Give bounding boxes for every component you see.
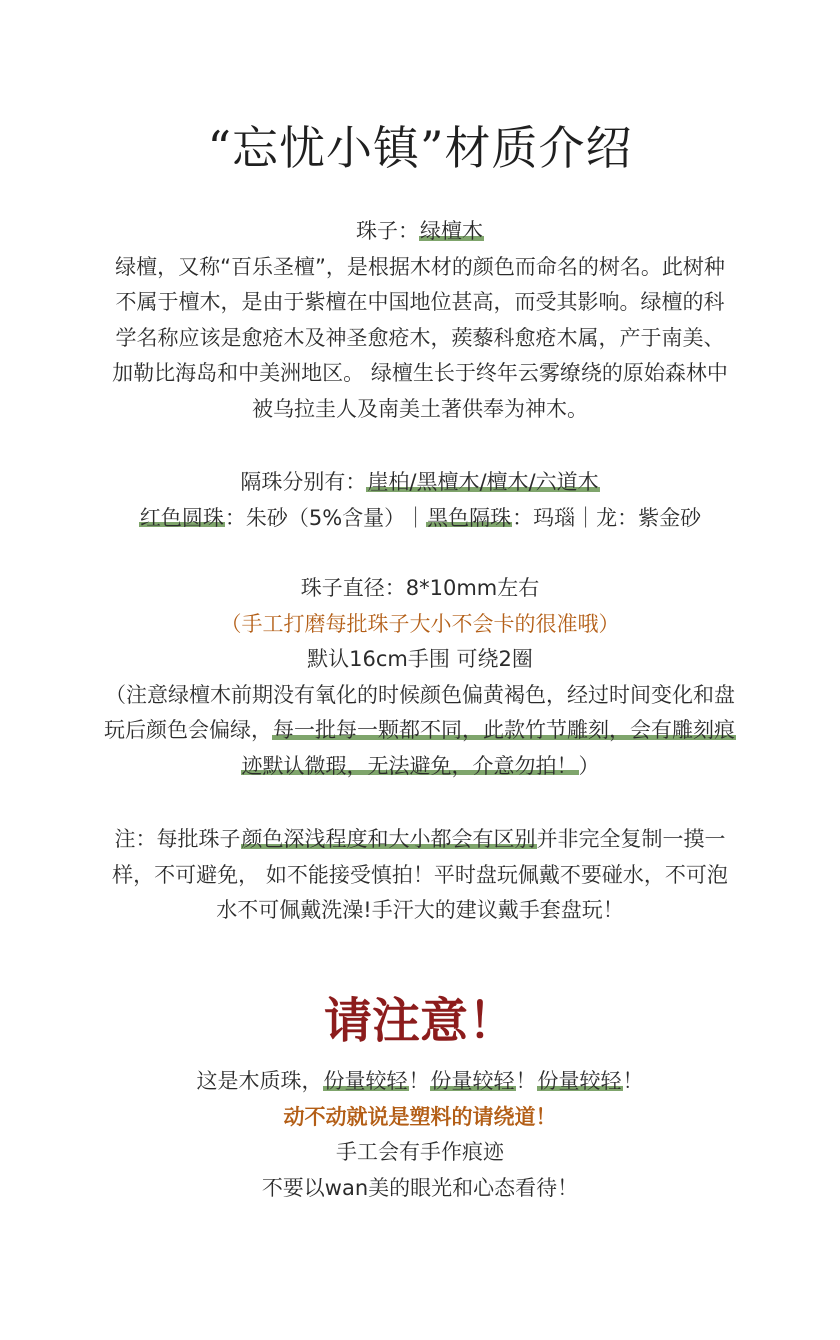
material-intro	[34, 214, 806, 427]
spacer-beads	[34, 465, 806, 536]
general-note	[34, 822, 806, 929]
handmade-traces: 手工会有手作痕迹	[336, 1140, 504, 1164]
wrist-size: 默认16cm手围 可绕2圈	[307, 647, 533, 671]
warning-heading: 请注意！	[323, 993, 516, 1049]
caution-line	[34, 713, 806, 749]
intro-line: 被乌拉圭人及南美土著供奉为神木。	[252, 396, 588, 421]
page-title: “忘忧小镇”材质介绍	[207, 121, 633, 175]
note-line: 样，不可避免， 如不能接受慎拍！平时盘玩佩戴不要碰水，不可泡	[112, 862, 728, 887]
separator: ｜	[405, 505, 427, 530]
caution-text: ）	[578, 753, 600, 778]
bead-material-line	[34, 214, 806, 250]
spacer-label: 隔珠分别有：	[240, 470, 367, 494]
wood-bead-text: 这是木质珠，	[196, 1069, 323, 1093]
exclamation: ！	[515, 1069, 537, 1093]
caution-text: 玩后颜色会偏绿，	[104, 718, 272, 742]
bead-label: 珠子：	[356, 219, 419, 243]
size-info	[34, 571, 806, 784]
warning-details	[34, 1064, 806, 1206]
intro-line: 绿檀，又称“百乐圣檀”，是根据木材的颜色而命名的树名。此树种	[115, 254, 725, 279]
light-weight-highlight: 份量较轻	[323, 1069, 408, 1093]
accent-bead-line	[34, 501, 806, 537]
bead-material: 绿檀木	[420, 219, 483, 243]
black-bead-value: ：玛瑙｜龙：紫金砂	[512, 505, 702, 530]
intro-line: 不属于檀木，是由于紫檀在中国地位甚高，而受其影响。绿檀的科	[115, 290, 725, 314]
note-line: 水不可佩戴洗澡!手汗大的建议戴手套盘玩！	[216, 898, 624, 922]
caution-line	[34, 749, 806, 785]
red-bead-label: 红色圆珠	[139, 505, 224, 530]
light-weight-highlight: 份量较轻	[537, 1069, 622, 1093]
black-bead-label: 黑色隔珠	[427, 505, 512, 530]
note-highlight: 颜色深浅程度和大小都会有区别	[241, 827, 536, 851]
spacer-materials: 崖柏/黑檀木/檀木/六道木	[367, 470, 599, 494]
weight-line	[34, 1064, 806, 1100]
plastic-warning: 动不动就说是塑料的请绕道！	[283, 1104, 557, 1129]
not-perfect-note: 不要以wan美的眼光和心态看待！	[261, 1175, 579, 1200]
red-bead-value: ：朱砂（5%含量）	[224, 505, 406, 530]
caution-line: （注意绿檀木前期没有氧化的时候颜色偏黄褐色，经过时间变化和盘	[105, 682, 735, 707]
note-text: 并非完全复制一摸一	[536, 827, 726, 851]
intro-line: 加勒比海岛和中美洲地区。 绿檀生长于终年云雾缭绕的原始森林中	[112, 361, 728, 385]
handmade-size-note: （手工打磨每批珠子大小不会卡的很准哦）	[220, 611, 620, 636]
caution-highlight: 迹默认微瑕，无法避免，介意勿拍！	[241, 753, 578, 778]
exclamation: ！	[622, 1069, 644, 1093]
note-text: 注：每批珠子	[114, 827, 241, 851]
caution-highlight: 每一批每一颗都不同，此款竹节雕刻，会有雕刻痕	[273, 718, 735, 742]
intro-line: 学名称应该是愈疮木及神圣愈疮木，蒺藜科愈疮木属，产于南美、	[115, 325, 725, 350]
note-line	[34, 822, 806, 858]
spacer-line	[34, 465, 806, 501]
exclamation: ！	[408, 1069, 430, 1093]
light-weight-highlight: 份量较轻	[430, 1069, 515, 1093]
bead-diameter: 珠子直径：8*10mm左右	[300, 576, 540, 600]
